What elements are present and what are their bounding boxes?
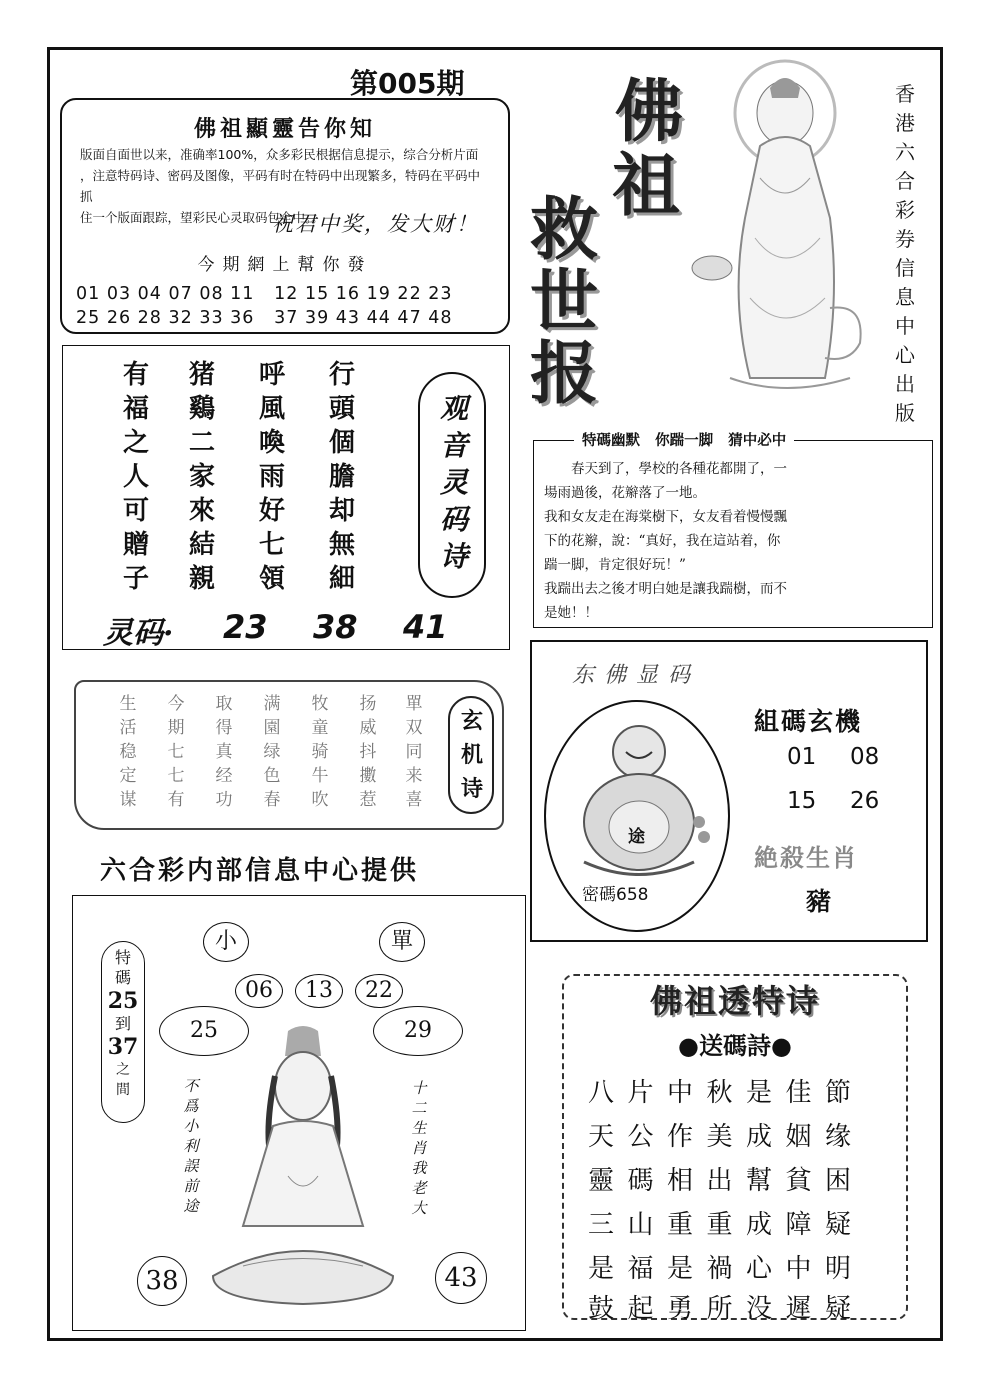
xuanji-char: 擻	[359, 766, 377, 786]
fozu-poem-row: 三山重重成障疑	[588, 1210, 865, 1240]
side-label-text	[436, 390, 472, 575]
joke-line: 場雨過後，花辮落了一地。	[544, 485, 706, 501]
fozu-poem-box	[562, 974, 908, 1324]
poem-char: 却	[328, 496, 355, 526]
side-char: 音	[439, 429, 468, 462]
xuanji-char: 满	[263, 694, 281, 714]
fozu-poem-row: 鼓起勇所没遲疑	[588, 1294, 865, 1324]
label-small: 小	[203, 922, 249, 962]
number-oval: 22	[355, 974, 403, 1008]
xuanji-char: 牛	[311, 766, 329, 786]
buddha-box	[530, 640, 928, 942]
verse-char: 利	[183, 1137, 199, 1155]
xuanji-side-text	[458, 704, 486, 806]
joke-line: 是她！！	[544, 605, 598, 621]
poem-char: 贈	[122, 530, 149, 560]
title-char-1: 佛	[615, 72, 684, 152]
poem-char: 鷄	[188, 394, 215, 424]
joke-line: 我和女友走在海棠樹下，女友看着慢慢飄	[544, 509, 787, 525]
poem-char: 個	[328, 428, 355, 458]
zuma-number: 15	[787, 788, 817, 814]
verse-char: 前	[183, 1177, 199, 1195]
tema-range	[101, 941, 145, 1123]
xuanji-char: 绿	[263, 742, 281, 762]
figure-box	[72, 895, 526, 1331]
side-char: 观	[439, 392, 468, 425]
guanyin-poem-side-label	[418, 372, 486, 598]
xuanji-char: 骑	[311, 742, 329, 762]
label-odd: 單	[379, 922, 425, 962]
poem-column-4	[327, 358, 357, 596]
notice-box	[60, 98, 510, 334]
poem-char: 呼	[258, 360, 285, 390]
poem-char: 無	[328, 530, 355, 560]
xuanji-char: 同	[405, 742, 423, 762]
xuanji-char: 来	[405, 766, 423, 786]
guanyin-poem-box	[62, 345, 510, 650]
xuanji-char: 真	[215, 742, 233, 762]
notice-subtitle: 今期網上幫你發	[197, 255, 373, 275]
xuanji-char: 惹	[359, 790, 377, 810]
lingma-number: 41	[403, 608, 448, 646]
notice-line: ，注意特码诗、密码及图像，平码有时在特码中出现繁多，特码在平码中抓	[80, 168, 481, 204]
number-oval: 13	[295, 974, 343, 1008]
verse-char: 我	[411, 1159, 427, 1177]
xuanji-char: 抖	[359, 742, 377, 762]
xuanji-scroll	[74, 680, 504, 830]
poem-column-1	[121, 358, 151, 596]
poem-char: 來	[188, 496, 215, 526]
fozu-poem-row: 靈碼相出幫貧困	[588, 1166, 865, 1196]
poem-char: 好	[258, 496, 285, 526]
xuanji-char: 双	[405, 718, 423, 738]
buddha-arc-text: 东佛显码	[572, 663, 701, 688]
guanyin-figure	[690, 58, 880, 398]
zuma-number: 01	[787, 744, 817, 770]
fozu-poem-title: 佛祖透特诗	[649, 982, 820, 1020]
buddha-badge: 途	[628, 827, 645, 847]
side-char: 诗	[460, 776, 483, 802]
joke-line: 踹一脚，肯定很好玩！”	[544, 557, 686, 573]
side-char: 灵	[439, 466, 468, 499]
xuanji-column	[402, 692, 426, 812]
xuanji-column	[164, 692, 188, 812]
poem-char: 膽	[328, 462, 355, 492]
issue-number: 第005期	[350, 67, 465, 100]
xuanji-char: 得	[215, 718, 233, 738]
xuanji-column	[308, 692, 332, 812]
poem-char: 有	[122, 360, 149, 390]
tema-char: 37	[107, 1034, 139, 1060]
poem-char: 可	[122, 496, 149, 526]
fozu-poem-row: 八片中秋是佳節	[588, 1078, 865, 1108]
lingma-label: 灵码·	[103, 616, 174, 651]
xuanji-char: 期	[167, 718, 185, 738]
poem-char: 細	[328, 564, 355, 594]
poem-char: 子	[122, 564, 149, 594]
xuanji-side-label	[448, 696, 494, 814]
xuanji-char: 生	[119, 694, 137, 714]
side-char: 玄	[460, 708, 483, 734]
poem-column-3	[257, 358, 287, 596]
xuanji-char: 经	[215, 766, 233, 786]
tema-char: 到	[114, 1014, 131, 1033]
fozu-poem-subtitle: ●送碼詩●	[678, 1031, 792, 1060]
tema-char: 25	[107, 988, 139, 1014]
lingma-number: 38	[313, 608, 358, 646]
xuanji-char: 春	[263, 790, 281, 810]
verse-char: 二	[411, 1099, 427, 1117]
xuanji-column	[116, 692, 140, 812]
right-verse	[409, 1078, 429, 1218]
poem-char: 家	[188, 462, 215, 492]
xuanji-char: 活	[119, 718, 137, 738]
poem-char: 七	[258, 530, 285, 560]
poem-char: 人	[122, 462, 149, 492]
poem-column-2	[187, 358, 217, 596]
verse-char: 小	[183, 1117, 199, 1135]
verse-char: 十	[411, 1079, 427, 1097]
poem-char: 親	[188, 564, 215, 594]
xuanji-char: 喜	[405, 790, 423, 810]
xuanji-char: 童	[311, 718, 329, 738]
verse-char: 誤	[183, 1157, 199, 1175]
seated-guanyin-figure	[203, 1026, 403, 1316]
side-char: 诗	[439, 540, 468, 573]
joke-box	[533, 432, 933, 628]
left-verse	[181, 1076, 201, 1216]
joke-header: 特碼幽默 你踹一脚 猜中必中	[574, 429, 794, 450]
xuanji-char: 今	[167, 694, 185, 714]
tema-char: 間	[116, 1082, 130, 1098]
poem-char: 福	[122, 394, 149, 424]
tema-char: 碼	[114, 968, 131, 987]
kill-zodiac-label: 絶殺生肖	[754, 843, 858, 872]
poem-char: 之	[122, 428, 149, 458]
joke-line: 春天到了，學校的各種花都開了，一	[544, 461, 787, 477]
xuanji-char: 稳	[119, 742, 137, 762]
number-oval: 29	[373, 1006, 463, 1056]
notice-line: 版面自面世以来，准确率100%，众多彩民根据信息提示，综合分析片面	[80, 147, 479, 162]
xuanji-char: 谋	[119, 790, 137, 810]
title-char-4: 世	[530, 262, 599, 342]
tema-char: 之	[116, 1062, 130, 1078]
number-circle: 38	[137, 1256, 187, 1306]
xuanji-char: 單	[405, 694, 423, 714]
fozu-poem-row: 是福是禍心中明	[588, 1254, 865, 1284]
notice-line: 住一个版面跟踪，望彩民心灵取码包全中。。	[80, 210, 324, 225]
mima: 密碼658	[582, 885, 649, 905]
number-oval: 25	[159, 1006, 249, 1056]
number-oval: 06	[235, 974, 283, 1008]
verse-char: 生	[411, 1119, 427, 1137]
xuanji-char: 七	[167, 742, 185, 762]
zuma-number: 08	[850, 744, 880, 770]
title-char-5: 报	[530, 334, 599, 414]
number-circle: 43	[435, 1252, 487, 1304]
fozu-poem-row: 天公作美成姻缘	[588, 1122, 865, 1152]
poem-char: 領	[258, 564, 285, 594]
verse-char: 途	[183, 1197, 199, 1215]
verse-char: 肖	[411, 1139, 427, 1157]
number-row-1: 01 03 04 07 08 11 12 15 16 19 22 23	[76, 284, 453, 304]
lingma-number: 23	[223, 608, 268, 646]
poem-char: 猪	[188, 360, 215, 390]
provider-line: 六合彩内部信息中心提供	[100, 856, 420, 886]
tema-char: 特	[114, 948, 131, 967]
xuanji-column	[212, 692, 236, 812]
poem-char: 雨	[258, 462, 285, 492]
poem-char: 二	[188, 428, 215, 458]
xuanji-char: 威	[359, 718, 377, 738]
poem-char: 行	[328, 360, 355, 390]
joke-line: 我踹出去之後才明白她是讓我踹樹，而不	[544, 581, 787, 597]
side-char: 码	[439, 503, 468, 536]
zuma-number: 26	[850, 788, 880, 814]
poem-char: 結	[188, 530, 215, 560]
xuanji-char: 取	[215, 694, 233, 714]
xuanji-char: 園	[263, 718, 281, 738]
xuanji-char: 吹	[311, 790, 329, 810]
zuma-title: 組碼玄機	[754, 707, 863, 736]
verse-char: 爲	[183, 1097, 199, 1115]
poem-char: 風	[258, 394, 285, 424]
notice-wish: 祝君中奖，发大财！	[272, 212, 479, 236]
joke-text	[544, 457, 924, 625]
publisher-vertical: 香港六合彩券信息中心出版	[895, 82, 915, 425]
kill-zodiac: 豬	[806, 887, 832, 916]
verse-char: 大	[411, 1199, 427, 1217]
side-char: 机	[460, 742, 483, 768]
title-char-3: 救	[530, 190, 599, 270]
joke-line: 下的花辮，說：“真好，我在這站着，你	[544, 533, 781, 549]
xuanji-char: 功	[215, 790, 233, 810]
xuanji-column	[356, 692, 380, 812]
xuanji-char: 七	[167, 766, 185, 786]
xuanji-char: 色	[263, 766, 281, 786]
laughing-buddha-icon	[564, 712, 714, 882]
xuanji-char: 牧	[311, 694, 329, 714]
notice-title: 佛祖顯靈告你知	[193, 116, 376, 142]
poem-char: 頭	[328, 394, 355, 424]
xuanji-column	[260, 692, 284, 812]
xuanji-char: 定	[119, 766, 137, 786]
xuanji-char: 扬	[359, 694, 377, 714]
xuanji-char: 有	[167, 790, 185, 810]
title-char-2: 祖	[612, 146, 681, 226]
verse-char: 老	[411, 1179, 427, 1197]
verse-char: 不	[183, 1077, 199, 1095]
number-row-2: 25 26 28 32 33 36 37 39 43 44 47 48	[76, 308, 453, 328]
poem-char: 喚	[258, 428, 285, 458]
